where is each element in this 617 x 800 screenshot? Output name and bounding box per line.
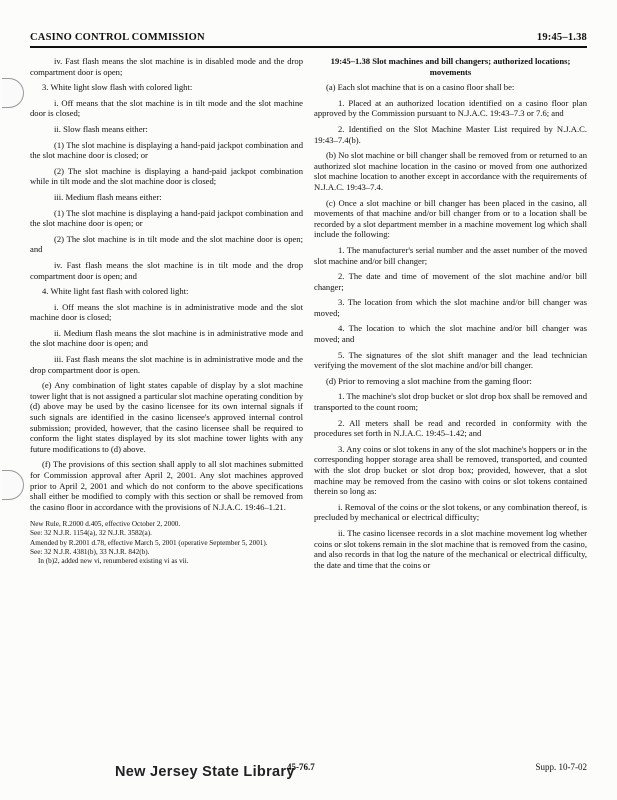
- paragraph: (2) The slot machine is displaying a hand-paid jackpot combination while in tilt mode and the slot machine door is closed;: [30, 165, 303, 187]
- history-note: Amended by R.2001 d.78, effective March 5, 2001 (operative September 5, 2001).: [30, 538, 268, 547]
- paragraph: (a) Each slot machine that is on a casino floor shall be:: [326, 82, 515, 93]
- paragraph: 1. The manufacturer's serial number and the asset number of the moved slot machine and/or bill changer;: [314, 244, 587, 266]
- page-number: 45-76.7: [287, 762, 315, 772]
- paragraph: 2. All meters shall be read and recorded in conformity with the procedures set forth in N.J.A.C. 19:45–1.42; and: [314, 417, 587, 439]
- history-note: See: 32 N.J.R. 1154(a), 32 N.J.R. 3582(a).: [30, 529, 152, 538]
- paragraph: iii. Fast flash means the slot machine is in administrative mode and the drop compartment door is open.: [30, 354, 303, 375]
- paragraph: 2. The date and time of movement of the slot machine and/or bill changer;: [314, 271, 587, 292]
- history-note: New Rule, R.2000 d.405, effective October 2, 2000.: [30, 520, 181, 529]
- paragraph: ii. Slow flash means either:: [54, 123, 148, 134]
- paragraph: i. Off means that the slot machine is in tilt mode and the slot machine door is closed;: [30, 97, 303, 119]
- paragraph: 2. Identified on the Slot Machine Master List required by N.J.A.C. 19:43–7.4(b).: [314, 123, 587, 145]
- paragraph: i. Off means the slot machine is in administrative mode and the slot machine door is closed;: [30, 301, 303, 323]
- binder-hole: [2, 470, 24, 500]
- header-section-number: 19:45–1.38: [536, 32, 587, 43]
- paragraph: 1. The machine's slot drop bucket or slot drop box shall be removed and transported to the count room;: [314, 391, 587, 413]
- paragraph: 4. White light fast flash with colored light:: [42, 286, 189, 297]
- supplement-date: Supp. 10-7-02: [535, 762, 587, 772]
- paragraph: 3. The location from which the slot machine and/or bill changer was moved;: [314, 297, 587, 318]
- section-title: 19:45–1.38 Slot machines and bill changers; authorized locations; movements: [330, 56, 571, 77]
- source-history-notes: [30, 520, 303, 565]
- paragraph: 4. The location to which the slot machine and/or bill changer was moved; and: [314, 323, 587, 345]
- paragraph: ii. Medium flash means the slot machine is in administrative mode and the slot machine door is open; and: [30, 327, 303, 349]
- right-column: [314, 56, 587, 575]
- binder-hole: [2, 78, 24, 108]
- left-column: [30, 56, 303, 566]
- paragraph: 3. White light slow flash with colored light:: [42, 82, 193, 93]
- paragraph: (b) No slot machine or bill changer shall be removed from or returned to an authorized slot machine location in the casino or moved from one authorized slot machine location to another except in accordance with the requirements of N.J.A.C. 19:43–7.4.: [314, 150, 587, 192]
- paragraph: (1) The slot machine is displaying a hand-paid jackpot combination and the slot machine door is open; or: [30, 207, 303, 229]
- paragraph: (c) Once a slot machine or bill changer has been placed in the casino, all movements of that machine and/or bill changer from or to a location shall be recorded by a slot department member in a machine movement log which shall include the following:: [314, 197, 587, 240]
- library-stamp: New Jersey State Library: [115, 764, 295, 780]
- paragraph: 3. Any coins or slot tokens in any of the slot machine's hoppers or in the corresponding hopper storage area shall be removed, transported, and counted with the slot drop bucket or slot drop box; provided, however, that a slot machine may be removed from the casino with coins or slot tokens contained therein so long as:: [314, 443, 587, 497]
- paragraph: 1. Placed at an authorized location identified on a casino floor plan approved by the Commission pursuant to N.J.A.C. 19:43–7.3 or 7.6; and: [314, 97, 587, 119]
- running-header: [30, 30, 587, 48]
- paragraph: 5. The signatures of the slot shift manager and the lead technician verifying the movement of the slot machine and/or bill changer.: [314, 349, 587, 371]
- paragraph: (d) Prior to removing a slot machine from the gaming floor:: [326, 375, 532, 386]
- paragraph: (e) Any combination of light states capable of display by a slot machine tower light that is not assigned a particular slot machine operating condition by (d) above may be used by the casino licensee for its own internal signals if such signals are identified in the casino licensee's approved internal control submission; provided, however, that the casino licensee shall be required to conform the light states displayed by its slot machine tower lights with any future modifications to (d) above.: [30, 380, 303, 454]
- paragraph: (f) The provisions of this section shall apply to all slot machines submitted for Commission approval after April 2, 2001. Any slot machines approved prior to April 2, 2001 and which do not conform to the above specifications shall either be modified to comply with this section or shall be removed from the casino floor in accordance with the provisions of N.J.A.C. 19:46–1.21.: [30, 459, 303, 512]
- paragraph: i. Removal of the coins or the slot tokens, or any combination thereof, is precluded by mechanical or electrical difficulty;: [314, 501, 587, 523]
- paragraph: (2) The slot machine is in tilt mode and the slot machine door is open; and: [30, 233, 303, 255]
- paragraph: iii. Medium flash means either:: [54, 191, 162, 202]
- paragraph: iv. Fast flash means the slot machine is in disabled mode and the drop compartment door is open;: [30, 56, 303, 77]
- paragraph: ii. The casino licensee records in a slot machine movement log whether coins or slot tokens remain in the slot machine that is removed from the casino, and also records in that log the nature of the mechanical or electrical difficulty, the date and time that the coins or: [314, 527, 587, 570]
- paragraph: iv. Fast flash means the slot machine is in tilt mode and the drop compartment door is open; and: [30, 259, 303, 281]
- header-title: CASINO CONTROL COMMISSION: [30, 32, 205, 43]
- paragraph: (1) The slot machine is displaying a hand-paid jackpot combination and the slot machine door is closed; or: [30, 139, 303, 161]
- history-note: In (b)2, added new vi, renumbered existing vi as vii.: [38, 556, 189, 565]
- history-note: See: 32 N.J.R. 4381(b), 33 N.J.R. 842(b).: [30, 547, 150, 556]
